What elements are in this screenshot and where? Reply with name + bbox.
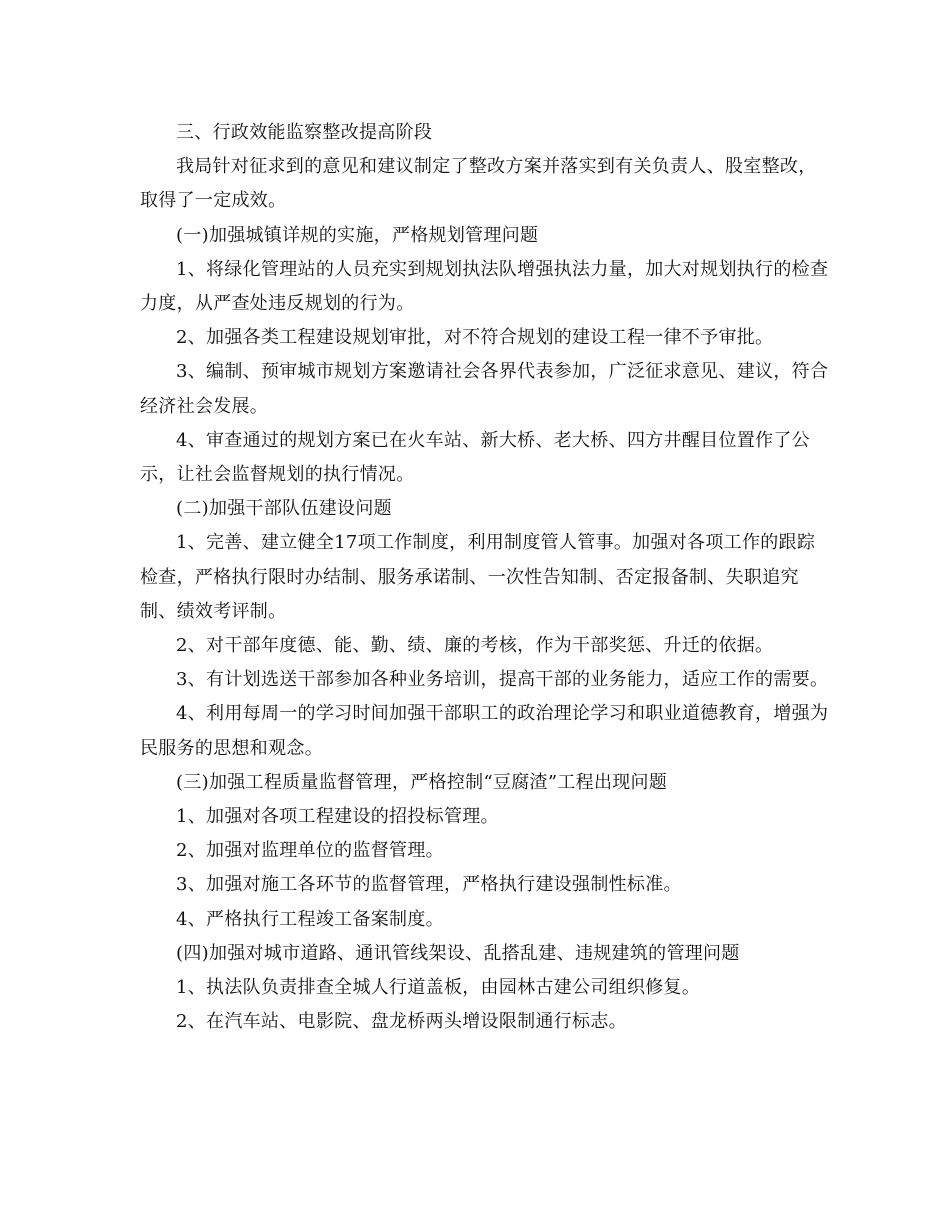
list-item: 1、执法队负责排查全城人行道盖板，由园林古建公司组织修复。	[176, 977, 701, 999]
list-item: 4、审查通过的规划方案已在火车站、新大桥、老大桥、四方井醒目位置作了公示，让社会监督规划的执行情况。	[140, 429, 810, 486]
list-item: 1、加强对各项工程建设的招投标管理。	[176, 806, 499, 828]
document-body	[140, 116, 830, 1039]
subsection-heading: (三)加强工程质量监督管理，严格控制“豆腐渣”工程出现问题	[176, 771, 668, 793]
subsection-heading: (四)加强对城市道路、通讯管线架设、乱搭乱建、违规建筑的管理问题	[176, 942, 740, 964]
list-item: 2、对干部年度德、能、勤、绩、廉的考核，作为干部奖惩、升迁的依据。	[176, 635, 774, 657]
list-item: 4、利用每周一的学习时间加强干部职工的政治理论学习和职业道德教育，增强为民服务的思想和观念。	[140, 703, 829, 759]
list-item: 2、加强各类工程建设规划审批，对不符合规划的建设工程一律不予审批。	[176, 327, 774, 349]
subsection-heading: (一)加强城镇详规的实施，严格规划管理问题	[176, 224, 539, 246]
list-item: 4、严格执行工程竣工备案制度。	[176, 908, 444, 930]
section-heading: 三、行政效能监察整改提高阶段	[176, 122, 433, 143]
list-item: 3、加强对施工各环节的监督管理，严格执行建设强制性标准。	[176, 874, 682, 896]
subsection-heading: (二)加强干部队伍建设问题	[176, 498, 392, 520]
list-item: 3、有计划选送干部参加各种业务培训，提高干部的业务能力，适应工作的需要。	[176, 669, 829, 691]
list-item: 2、在汽车站、电影院、盘龙桥两头增设限制通行标志。	[176, 1011, 627, 1033]
list-item: 2、加强对监理单位的监督管理。	[176, 840, 444, 862]
list-item: 3、编制、预审城市规划方案邀请社会各界代表参加，广泛征求意见、建议，符合经济社会发展。	[140, 361, 829, 417]
list-item: 1、将绿化管理站的人员充实到规划执法队增强执法力量，加大对规划执行的检查力度，从严查处违反规划的行为。	[140, 258, 829, 315]
paragraph: 我局针对征求到的意见和建议制定了整改方案并落实到有关负责人、股室整改，取得了一定成效。	[140, 156, 817, 212]
list-item: 1、完善、建立健全17项工作制度，利用制度管人管事。加强对各项工作的跟踪检查，严格执行限时办结制、服务承诺制、一次性告知制、否定报备制、失职追究制、绩效考评制。	[140, 532, 816, 622]
